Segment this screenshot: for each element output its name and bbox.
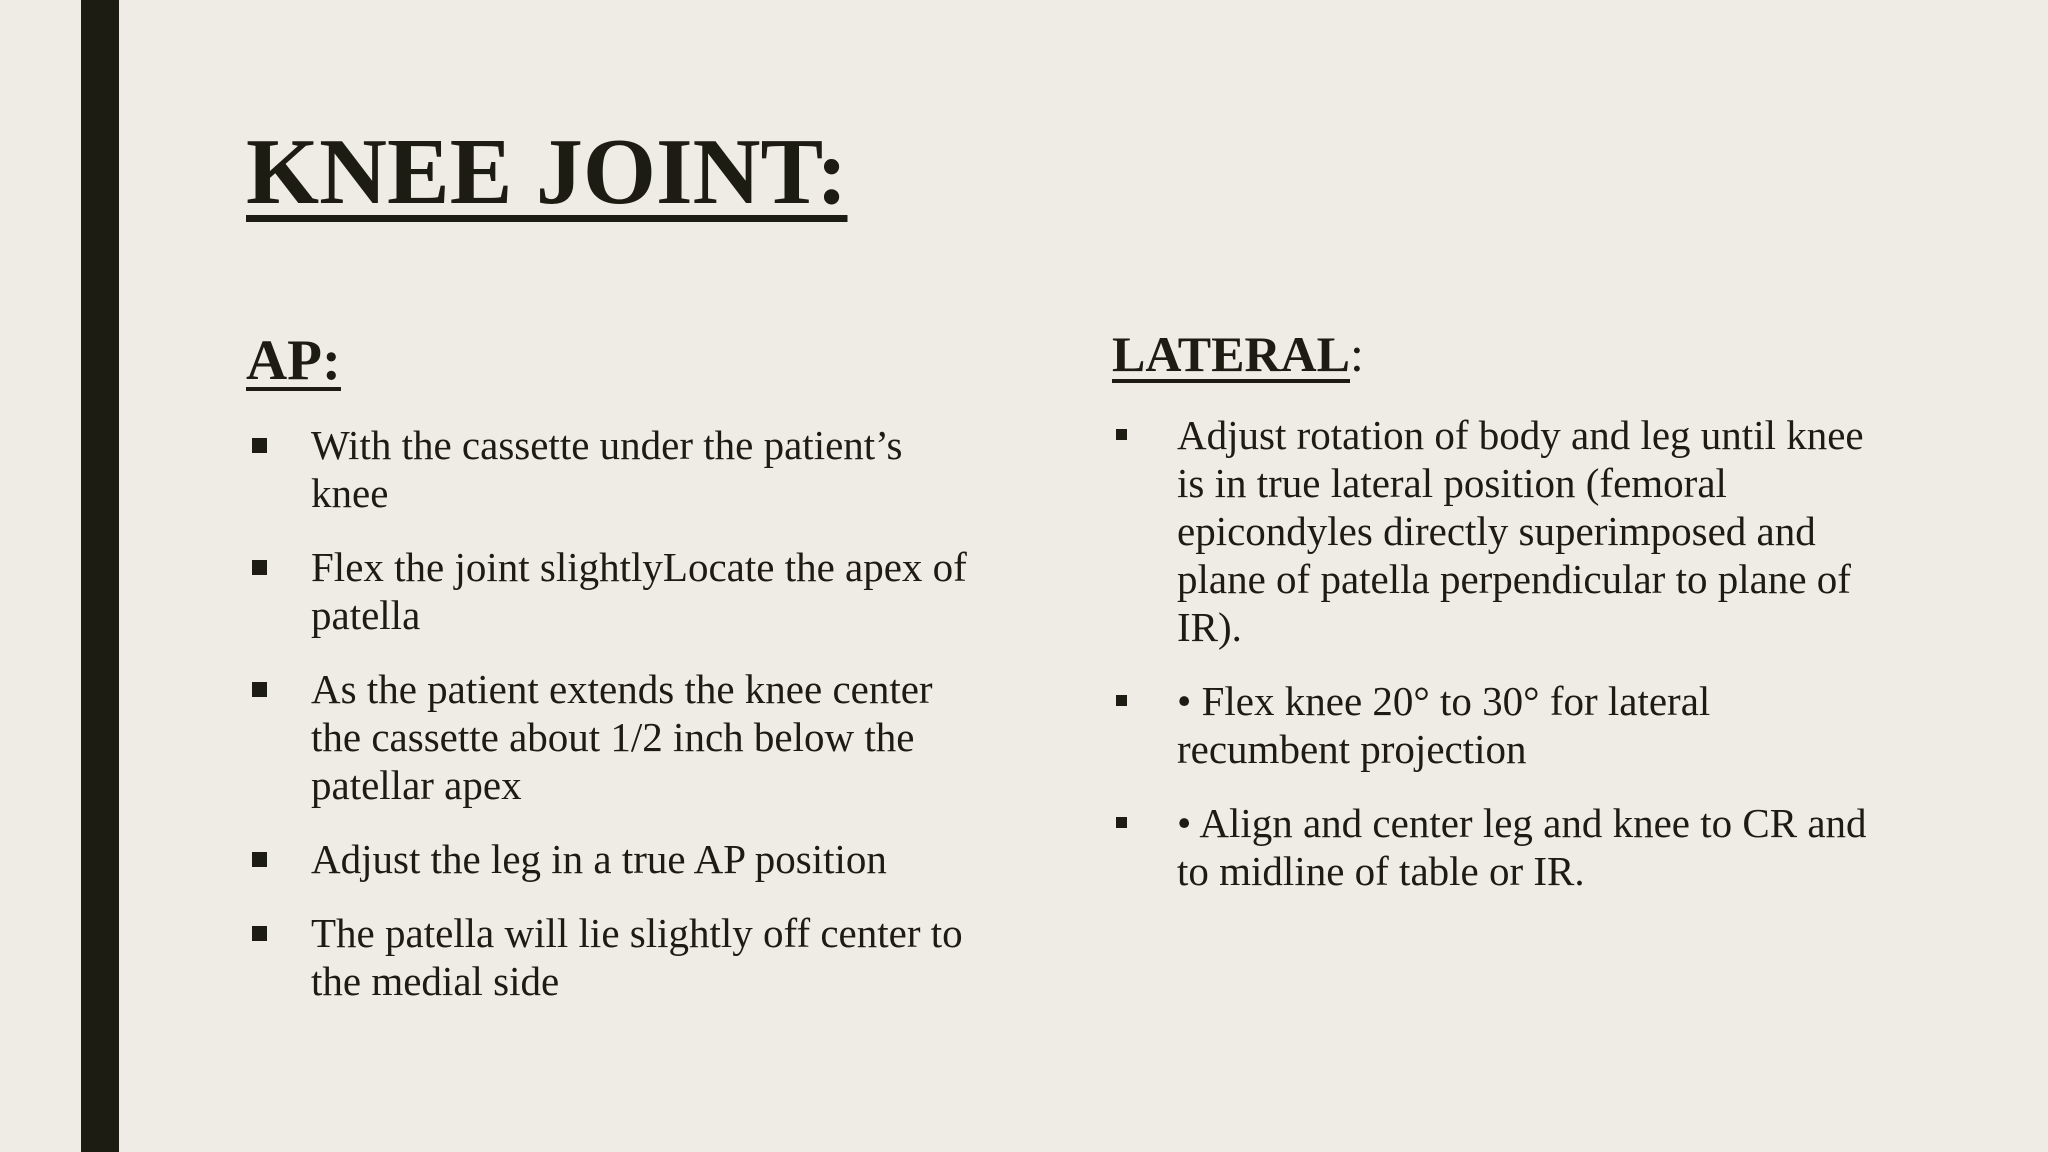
lateral-bullet-text: • Align and center leg and knee to CR and to midline of table or IR.: [1177, 800, 1867, 894]
ap-bullet-text: Adjust the leg in a true AP position: [311, 836, 887, 882]
lateral-heading-colon: :: [1350, 326, 1364, 382]
lateral-bullet-text: Adjust rotation of body and leg until knee is in true lateral position (femoral epicondyles directly superimposed and plane of patella perpendicular to plane of IR).: [1177, 412, 1864, 650]
square-bullet-icon: [252, 926, 267, 941]
square-bullet-icon: [252, 682, 267, 697]
square-bullet-icon: [252, 438, 267, 453]
lateral-bullet-item: [1112, 411, 1872, 651]
ap-heading: AP:: [246, 329, 341, 392]
lateral-bullet-text: • Flex knee 20° to 30° for lateral recumbent projection: [1177, 678, 1711, 772]
ap-bullet-item: [246, 665, 986, 809]
ap-bullet-text: The patella will lie slightly off center to the medial side: [311, 910, 963, 1004]
ap-bullet-text: Flex the joint slightlyLocate the apex of patella: [311, 544, 967, 638]
ap-bullet-item: [246, 543, 986, 639]
ap-bullet-list: [246, 421, 986, 1031]
square-bullet-icon: [1116, 429, 1127, 440]
lateral-heading: [1112, 326, 1364, 384]
square-bullet-icon: [252, 852, 267, 867]
lateral-bullet-item: [1112, 799, 1872, 895]
square-bullet-icon: [1116, 695, 1127, 706]
ap-bullet-item: [246, 909, 986, 1005]
ap-bullet-text: As the patient extends the knee center the cassette about 1/2 inch below the patellar apex: [311, 666, 933, 808]
lateral-heading-text: LATERAL: [1112, 326, 1351, 382]
square-bullet-icon: [1116, 817, 1127, 828]
lateral-bullet-list: [1112, 411, 1872, 921]
ap-bullet-item: [246, 421, 986, 517]
ap-bullet-item: [246, 835, 986, 883]
left-accent-bar: [81, 0, 119, 1152]
lateral-bullet-item: [1112, 677, 1872, 773]
ap-bullet-text: With the cassette under the patient’s knee: [311, 422, 903, 516]
square-bullet-icon: [252, 560, 267, 575]
slide-title: KNEE JOINT:: [246, 120, 848, 224]
